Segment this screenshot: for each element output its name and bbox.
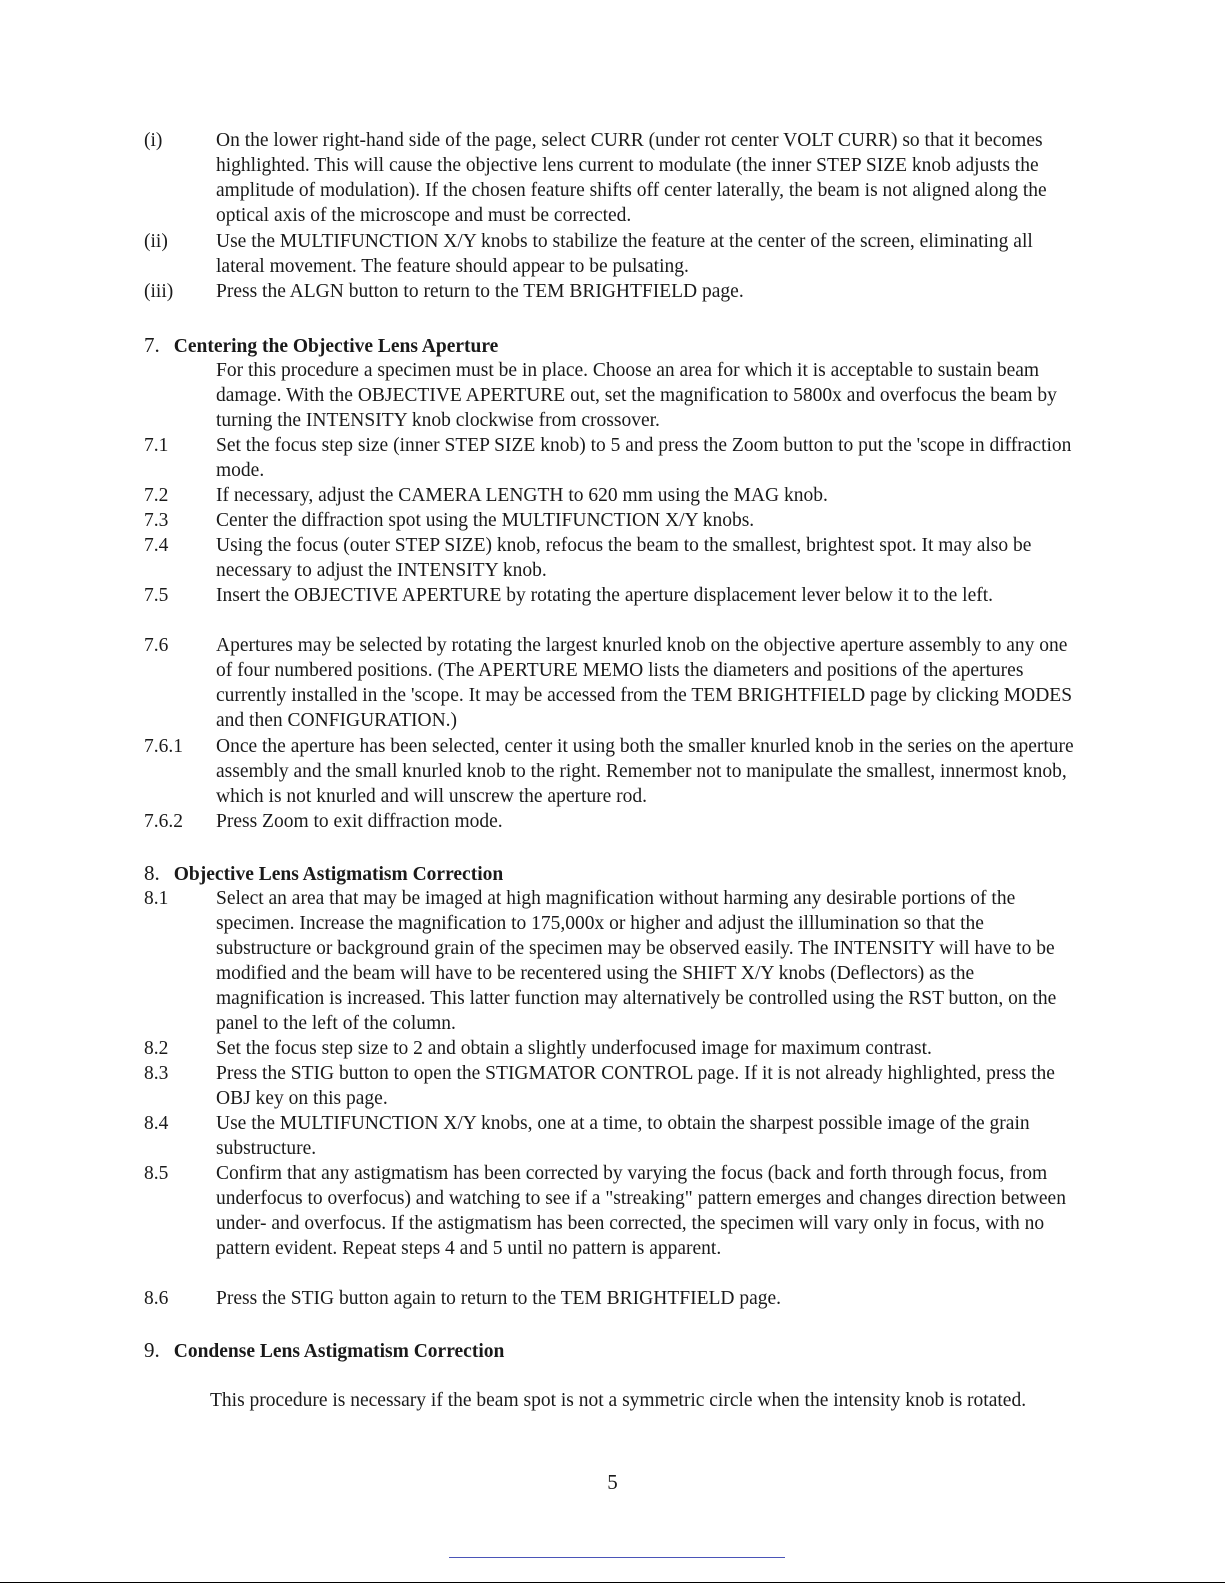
section-title: Objective Lens Astigmatism Correction: [173, 864, 504, 885]
step-7-4: [144, 533, 1084, 583]
step-7-6: [144, 633, 1084, 733]
sub-step-iii: [144, 279, 1084, 304]
step-text: Use the MULTIFUNCTION X/Y knobs, one at a time, to obtain the sharpest possible image of the grain substructure.: [216, 1113, 1030, 1160]
step-text: Press Zoom to exit diffraction mode.: [216, 811, 503, 832]
step-number: 8.3: [144, 1063, 169, 1084]
step-8-1: [144, 886, 1084, 1037]
sub-step-ii: [144, 229, 1084, 279]
step-7-2: [144, 483, 1084, 508]
sub-step-number: (i): [144, 130, 163, 151]
step-number: 7.2: [144, 485, 169, 506]
section-title: Centering the Objective Lens Aperture: [173, 336, 499, 357]
sub-step-text: On the lower right-hand side of the page, select CURR (under rot center VOLT CURR) so that it becomes highlighted. This will cause the objective lens current to modulate (the inner STEP SIZE knob adjusts the amplitude of modulation). If the chosen feature shifts off center laterally, the beam is not aligned along the optical axis of the microscope and must be corrected.: [216, 130, 1047, 227]
step-number: 7.3: [144, 510, 169, 531]
section-number: 7.: [144, 333, 160, 357]
step-number: 8.6: [144, 1288, 169, 1309]
step-text: Press the STIG button again to return to the TEM BRIGHTFIELD page.: [216, 1288, 782, 1309]
step-number: 7.6.1: [144, 736, 183, 757]
step-8-2: [144, 1036, 1084, 1061]
intro-text: This procedure is necessary if the beam spot is not a symmetric circle when the intensity knob is rotated.: [210, 1390, 1027, 1411]
step-number: 8.4: [144, 1113, 169, 1134]
step-8-6: [144, 1286, 1084, 1311]
step-text: Once the aperture has been selected, center it using both the smaller knurled knob in the series on the aperture assembly and the small knurled knob to the right. Remember not to manipulate the smallest, innermost knob, which is not knurled and will unscrew the aperture rod.: [216, 736, 1074, 808]
step-number: 8.2: [144, 1038, 169, 1059]
sub-step-number: (iii): [144, 281, 174, 302]
intro-text: For this procedure a specimen must be in place. Choose an area for which it is acceptable to sustain beam damage. With the OBJECTIVE APERTURE out, set the magnification to 5800x and overfocus the beam by turning the INTENSITY knob clockwise from crossover.: [216, 360, 1057, 432]
step-text: If necessary, adjust the CAMERA LENGTH to 620 mm using the MAG knob.: [216, 485, 828, 506]
step-number: 8.1: [144, 888, 169, 909]
step-number: 7.1: [144, 435, 169, 456]
step-8-5: [144, 1161, 1084, 1261]
step-text: Confirm that any astigmatism has been corrected by varying the focus (back and forth through focus, from underfocus to overfocus) and watching to see if a "streaking" pattern emerges and changes direction between under- and overfocus. If the astigmatism has been corrected, the specimen will vary only in focus, with no pattern evident. Repeat steps 4 and 5 until no pattern is apparent.: [216, 1163, 1066, 1260]
step-number: 7.5: [144, 585, 169, 606]
step-7-6-1: [144, 734, 1084, 809]
step-number: 7.4: [144, 535, 169, 556]
step-7-5: [144, 583, 1084, 608]
step-7-1: [144, 433, 1084, 483]
section-title: Condense Lens Astigmatism Correction: [173, 1341, 505, 1362]
section-number: 9.: [144, 1338, 160, 1362]
step-8-4: [144, 1111, 1084, 1161]
step-text: Set the focus step size to 2 and obtain a slightly underfocused image for maximum contrast.: [216, 1038, 932, 1059]
step-7-6-2: [144, 809, 1084, 834]
sub-step-text: Use the MULTIFUNCTION X/Y knobs to stabilize the feature at the center of the screen, eliminating all lateral movement. The feature should appear to be pulsating.: [216, 231, 1033, 278]
page-bottom-border: [0, 1582, 1225, 1583]
section-9-intro: [144, 1388, 1084, 1413]
step-number: 7.6: [144, 635, 169, 656]
section-7-heading: [144, 333, 498, 359]
step-8-3: [144, 1061, 1084, 1111]
footer-divider: [449, 1557, 785, 1558]
section-8-heading: [144, 861, 503, 887]
sub-step-i: [144, 128, 1084, 228]
step-text: Center the diffraction spot using the MULTIFUNCTION X/Y knobs.: [216, 510, 755, 531]
section-7-intro: [144, 358, 1084, 433]
page-number: 5: [607, 1470, 618, 1494]
step-number: 8.5: [144, 1163, 169, 1184]
step-text: Using the focus (outer STEP SIZE) knob, refocus the beam to the smallest, brightest spot. It may also be necessary to adjust the INTENSITY knob.: [216, 535, 1032, 582]
sub-step-text: Press the ALGN button to return to the TEM BRIGHTFIELD page.: [216, 281, 744, 302]
section-number: 8.: [144, 861, 160, 885]
step-text: Set the focus step size (inner STEP SIZE knob) to 5 and press the Zoom button to put the 'scope in diffraction mode.: [216, 435, 1072, 482]
step-text: Press the STIG button to open the STIGMATOR CONTROL page. If it is not already highlighted, press the OBJ key on this page.: [216, 1063, 1055, 1110]
step-number: 7.6.2: [144, 811, 183, 832]
sub-step-number: (ii): [144, 231, 168, 252]
step-text: Select an area that may be imaged at high magnification without harming any desirable portions of the specimen. Increase the magnification to 175,000x or higher and adjust the illlumination so that the substructure or background grain of the specimen may be observed easily. The INTENSITY will have to be modified and the beam will have to be recentered using the SHIFT X/Y knobs (Deflectors) as the magnification is increased. This latter function may alternatively be controlled using the RST button, on the panel to the left of the column.: [216, 888, 1057, 1035]
step-7-3: [144, 508, 1084, 533]
section-9-heading: [144, 1338, 504, 1364]
step-text: Apertures may be selected by rotating the largest knurled knob on the objective aperture assembly to any one of four numbered positions. (The APERTURE MEMO lists the diameters and positions of the apertures currently installed in the 'scope. It may be accessed from the TEM BRIGHTFIELD page by clicking MODES and then CONFIGURATION.): [216, 635, 1073, 732]
step-text: Insert the OBJECTIVE APERTURE by rotating the aperture displacement lever below it to the left.: [216, 585, 994, 606]
